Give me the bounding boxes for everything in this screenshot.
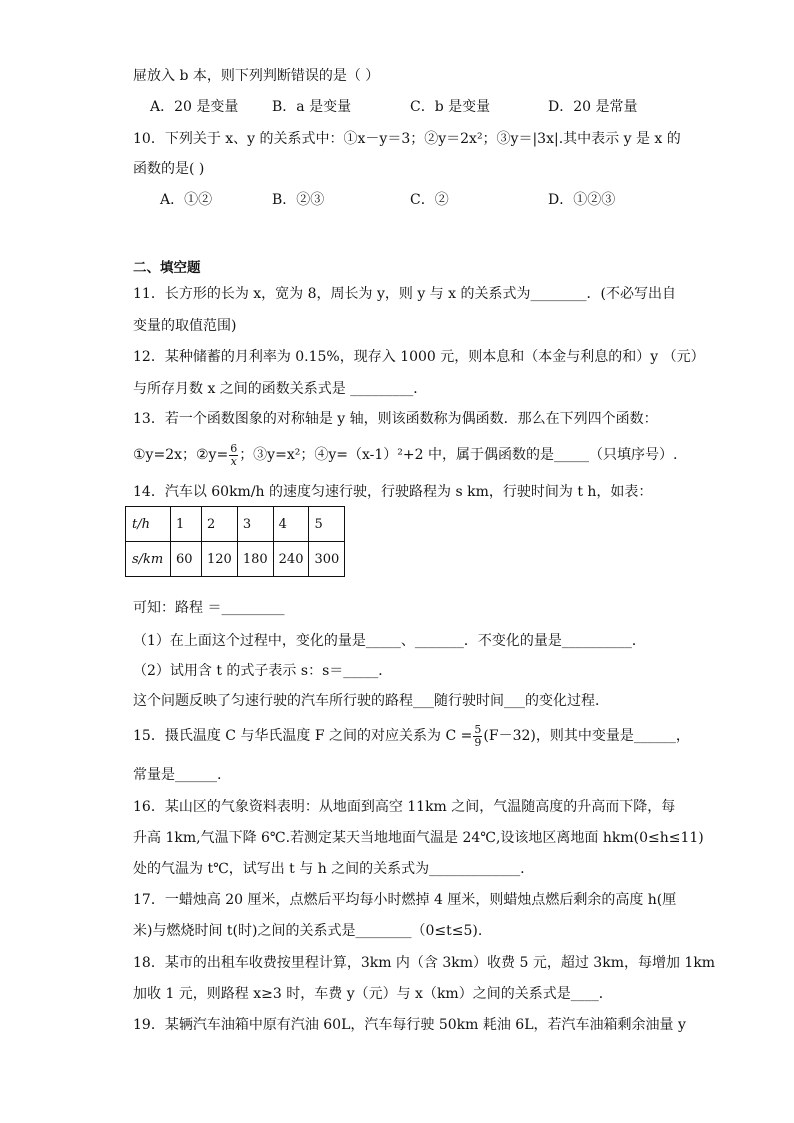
table-cell: 240: [273, 542, 309, 577]
q10-option-d: D．①②③: [548, 192, 616, 208]
q15-line1: [133, 720, 690, 752]
q16-line1: 16．某山区的气象资料表明：从地面到高空 11km 之间，气温随高度的升高而下降，每: [133, 799, 676, 815]
table-cell: 5: [309, 507, 345, 542]
table-cell: 60: [171, 542, 202, 577]
q15-line1-part-b: (F－32)，则其中变量是______，: [483, 728, 690, 744]
table-cell: 3: [237, 507, 273, 542]
q9-option-d: D．20 是常量: [548, 99, 638, 115]
q9-option-b: B．a 是变量: [272, 99, 352, 115]
q14-line1: 14．汽车以 60km/h 的速度匀速行驶，行驶路程为 s km，行驶时间为 t h，如表：: [133, 484, 653, 500]
table-cell: 300: [309, 542, 345, 577]
q10-option-c: C．②: [410, 192, 449, 208]
table-row-header-t: t/h: [126, 507, 171, 542]
q13-line1: 13．若一个函数图象的对称轴是 y 轴，则该函数称为偶函数．那么在下列四个函数：: [133, 411, 658, 427]
table-cell: 120: [202, 542, 238, 577]
table-row: [126, 507, 345, 542]
q16-line3: 处的气温为 t℃，试写出 t 与 h 之间的关系式为_____________.: [133, 861, 525, 877]
q14-known-line: 可知：路程 ＝_________: [133, 600, 285, 616]
q10-option-b: B．②③: [272, 192, 325, 208]
q9-option-c: C．b 是变量: [410, 99, 491, 115]
q17-line2: 米)与燃烧时间 t(时)之间的关系式是________（0≤t≤5).: [133, 923, 483, 939]
q14-part2: （2）试用含 t 的式子表示 s：s＝_____．: [133, 663, 393, 679]
q15-frac-denominator: 9: [474, 735, 482, 749]
q13-line2-part-a: ①y=2x；②y=: [133, 447, 229, 463]
q13-frac-denominator: x: [230, 454, 237, 468]
q15-line2: 常量是______.: [133, 767, 222, 783]
q10-stem-line2: 函数的是( ): [133, 161, 205, 177]
q14-data-table: [125, 506, 345, 577]
q17-line1: 17．一蜡烛高 20 厘米，点燃后平均每小时燃掉 4 厘米，则蜡烛点燃后剩余的高度 h(厘: [133, 892, 677, 908]
table-row: [126, 542, 345, 577]
q13-frac-numerator: 6: [230, 441, 238, 455]
q10-stem-line1: 10．下列关于 x、y 的关系式中：①x－y＝3；②y＝2x²；③y＝|3x|.其中表示 y 是 x 的: [133, 131, 681, 147]
table-cell: 2: [202, 507, 238, 542]
section-title: 二、填空题: [133, 260, 201, 276]
q12-line2: 与所存月数 x 之间的函数关系式是 _________．: [133, 381, 428, 397]
q14-part1: （1）在上面这个过程中，变化的量是_____、_______．不变化的量是__________．: [133, 633, 646, 649]
q15-line1-part-a: 15．摄氏温度 C 与华氏温度 F 之间的对应关系为 C =: [133, 728, 473, 744]
q9-stem-tail: 屉放入 b 本，则下列判断错误的是（ ）: [133, 68, 380, 84]
q10-option-a: A．①②: [160, 192, 213, 208]
q15-frac-numerator: 5: [474, 722, 482, 736]
q19-line1: 19．某辆汽车油箱中原有汽油 60L，汽车每行驶 50km 耗油 6L，若汽车油箱剩余油量 y: [133, 1017, 686, 1033]
q12-line1: 12．某种储蓄的月利率为 0.15%，现存入 1000 元，则本息和（本金与利息的和）y （元）: [133, 349, 705, 365]
q15-fraction: [473, 724, 482, 749]
table-cell: 180: [237, 542, 273, 577]
q14-conclusion: 这个问题反映了匀速行驶的汽车所行驶的路程___随行驶时间___的变化过程．: [133, 693, 609, 709]
q9-option-a: A．20 是变量: [150, 99, 239, 115]
q18-line1: 18．某市的出租车收费按里程计算，3km 内（含 3km）收费 5 元，超过 3km，每增加 1km: [133, 955, 716, 971]
q11-line1: 11．长方形的长为 x，宽为 8，周长为 y，则 y 与 x 的关系式为________．(不必写出自: [133, 286, 676, 302]
q11-line2: 变量的取值范围): [133, 318, 237, 334]
q13-line2-part-b: ；③y=x²；④y=（x-1）²+2 中，属于偶函数的是_____（只填序号）.: [239, 447, 678, 463]
q13-fraction: [229, 443, 238, 468]
q16-line2: 升高 1km,气温下降 6℃.若测定某天当地地面气温是 24℃,设该地区离地面 hkm(0≤h≤11): [133, 830, 704, 846]
q18-line2: 加收 1 元，则路程 x≥3 时，车费 y（元）与 x（km）之间的关系式是____．: [133, 986, 613, 1002]
table-cell: 4: [273, 507, 309, 542]
table-row-header-s: s/km: [126, 542, 171, 577]
q13-line2: [133, 441, 677, 469]
table-cell: 1: [171, 507, 202, 542]
